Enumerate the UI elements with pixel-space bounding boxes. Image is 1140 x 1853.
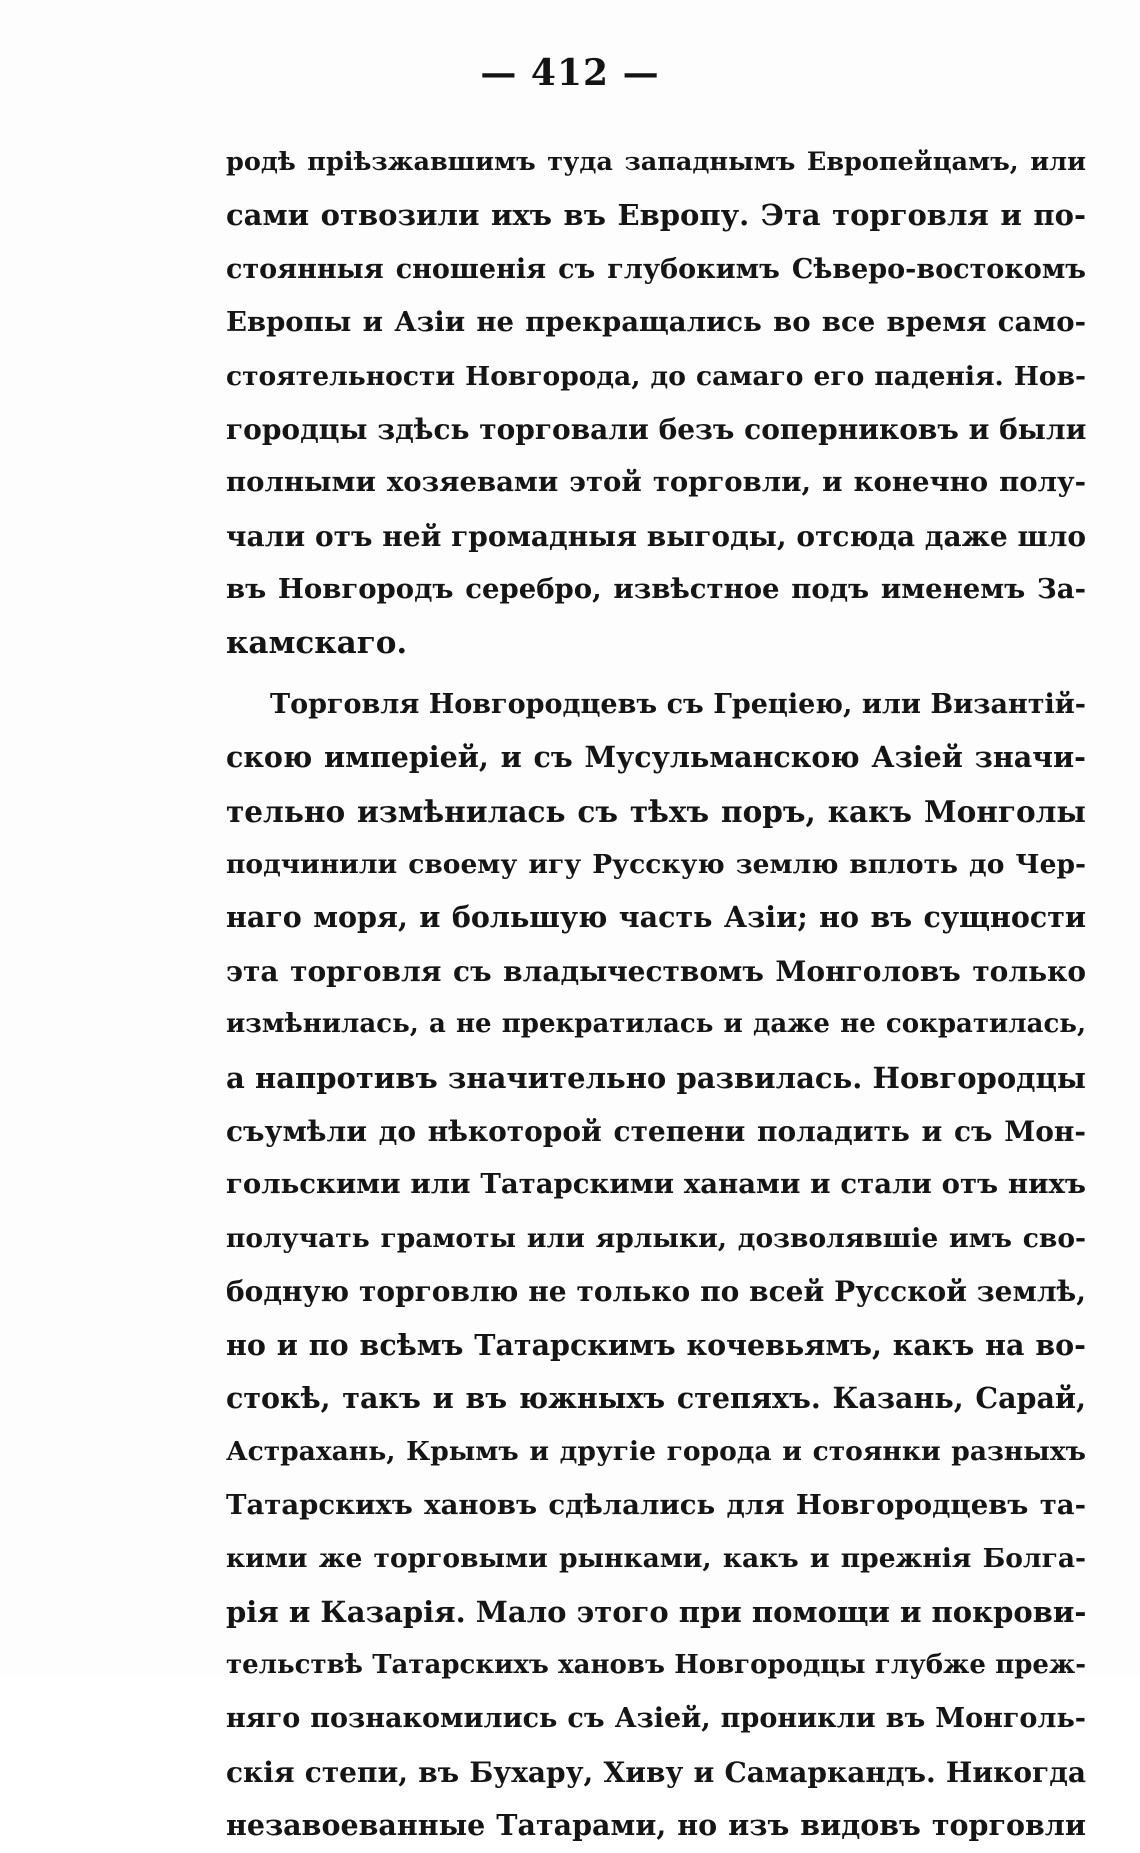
page-number: — 412 — — [480, 52, 660, 94]
text-line: съумѣли до нѣкоторой степени поладить и съ Мон- — [226, 1115, 1086, 1149]
text-line: измѣнилась, а не прекратилась и даже не сократилась, — [226, 1009, 1086, 1040]
text-line: въ Новгородъ серебро, извѣстное подъ именемъ За- — [226, 573, 1086, 606]
text-line: чали отъ ней громадныя выгоды, отсюда даже шло — [226, 519, 1086, 553]
text-line: стоянныя сношенія съ глубокимъ Сѣверо-востокомъ — [226, 253, 1086, 285]
text-line: рія и Казарія. Мало этого при помощи и покрови- — [226, 1594, 1086, 1629]
text-line: стокѣ, такъ и въ южныхъ степяхъ. Казань, Сарай, — [226, 1380, 1086, 1415]
body-text — [226, 136, 1086, 1853]
text-line: но и по всѣмъ Татарскимъ кочевьямъ, какъ на во- — [226, 1327, 1086, 1362]
text-line: скою имперіей, и съ Мусульманскою Азіей значи- — [226, 740, 1086, 775]
text-line: камскаго. — [226, 624, 408, 661]
paragraph-2 — [226, 678, 1086, 1853]
text-line: а напротивъ значительно развилась. Новгородцы — [226, 1060, 1086, 1095]
text-line: тельствѣ Татарскихъ хановъ Новгородцы глубже преж- — [226, 1649, 1086, 1680]
text-line: няго познакомились съ Азіей, проникли въ Монголь- — [226, 1703, 1086, 1735]
text-line: стоятельности Новгорода, до самаго его паденія. Нов- — [226, 360, 1086, 392]
text-line: родѣ пріѣзжавшимъ туда западнымъ Европейцамъ, или — [226, 147, 1086, 177]
text-line: кими же торговыми рынками, какъ и прежнія Болга- — [226, 1543, 1086, 1575]
text-line: Астрахань, Крымъ и другіе города и стоянки разныхъ — [226, 1436, 1086, 1468]
text-line: бодную торговлю не только по всей Русской землѣ, — [226, 1275, 1086, 1309]
text-line: сами отвозили ихъ въ Европу. Эта торговля и по- — [226, 198, 1086, 233]
text-line: городцы здѣсь торговали безъ соперниковъ и были — [226, 412, 1086, 446]
text-line: наго моря, и большую часть Азіи; но въ сущности — [226, 900, 1086, 935]
text-line: эта торговля съ владычествомъ Монголовъ только — [226, 954, 1086, 988]
text-line: тельно измѣнилась съ тѣхъ поръ, какъ Монголы — [226, 793, 1086, 829]
text-line: скія степи, въ Бухару, Хиву и Самаркандъ. Никогда — [226, 1755, 1086, 1789]
text-line: подчинили своему игу Русскую землю вплоть до Чер- — [226, 849, 1086, 881]
text-line: Татарскихъ хановъ сдѣлались для Новгородцевъ та- — [226, 1488, 1086, 1521]
text-line: гольскими или Татарскими ханами и стали отъ нихъ — [226, 1168, 1086, 1201]
text-line: незавоеванные Татарами, но изъ видовъ торговли — [226, 1808, 1086, 1843]
text-line: Европы и Азіи не прекращались во все время само- — [226, 306, 1086, 339]
paragraph-1 — [226, 136, 1086, 670]
text-line: получать грамоты или ярлыки, дозволявшіе имъ сво- — [226, 1222, 1086, 1254]
text-line: полными хозяевами этой торговли, и конечно полу- — [226, 466, 1086, 499]
paragraph-gap — [226, 670, 1086, 678]
text-line: Торговля Новгородцевъ съ Греціею, или Византій- — [270, 688, 1086, 720]
